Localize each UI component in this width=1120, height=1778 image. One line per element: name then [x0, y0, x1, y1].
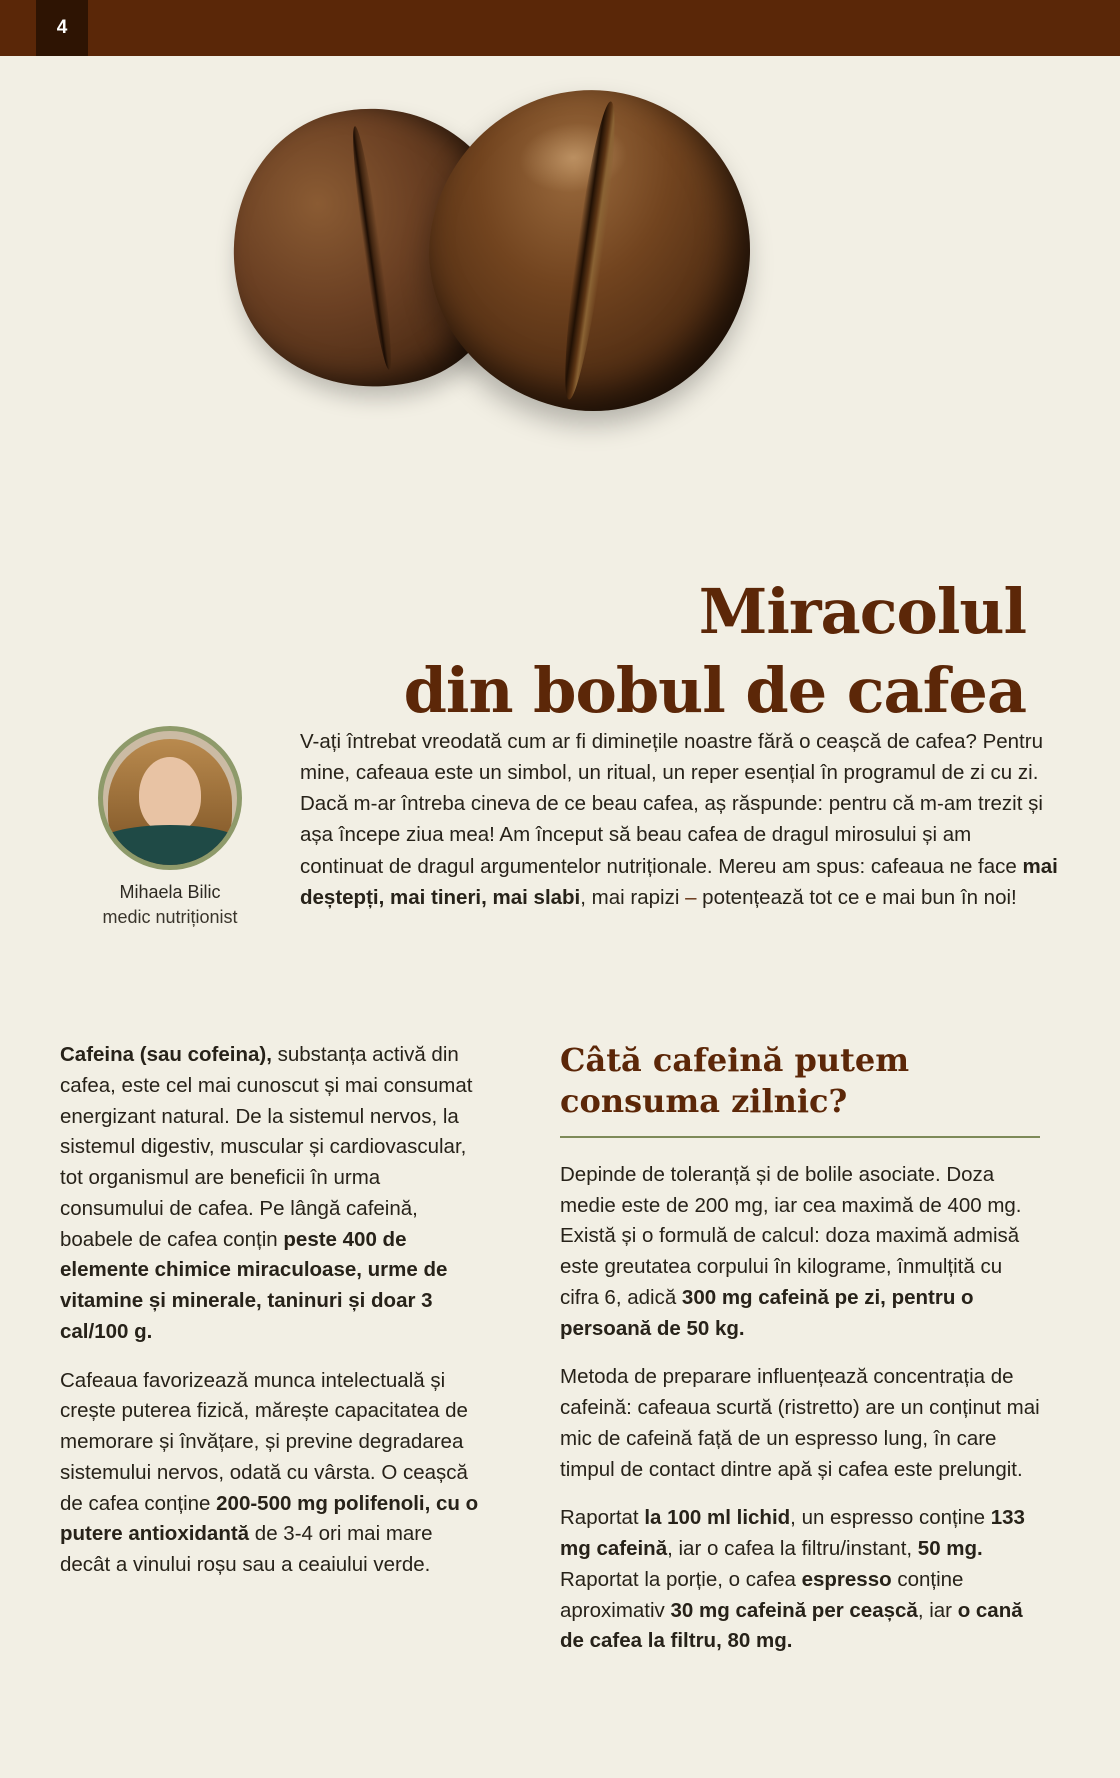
section-heading-line-1: Câtă cafeină putem — [560, 1041, 910, 1079]
right-p1-text-1: Depinde de toleranță și de bolile asociate. Doza medie este de 200 mg, iar cea maximă de 400 mg. Există și o formulă de calcul: doza maximă admisă este greutatea corpului în kilograme, înmulțită cu cifra 6, adică — [560, 1162, 1022, 1309]
cafeina-lead-bold: Cafeina (sau cofeina), — [60, 1043, 272, 1066]
page-title-line-1: Miracolul — [698, 574, 1026, 648]
right-p3-text-6: , iar — [917, 1598, 958, 1622]
left-column — [60, 1040, 480, 1599]
section-divider — [560, 1136, 1040, 1138]
page-number-badge: 4 — [36, 0, 88, 56]
section-heading-line-2: consuma zilnic? — [560, 1081, 848, 1120]
left-p2-text-2: de 3-4 ori mai mare decât a vinului roșu sau a ceaiului verde. — [60, 1522, 433, 1576]
right-p3-bold-2: 133 mg cafeină — [560, 1506, 1025, 1561]
right-p3-text-5: conține aproximativ — [560, 1567, 964, 1622]
left-p1-text-1: substanța activă din cafea, este cel mai cunoscut și mai consumat energizant natural. De la sistemul nervos, la sistemul digestiv, muscular și cardiovascular, tot organismul are beneficii în urma consumului de cafea. Pe lângă cafeină, boabele de cafea conțin — [60, 1043, 473, 1251]
coffee-bean-front-icon — [400, 60, 780, 440]
left-paragraph-1 — [60, 1040, 480, 1348]
author-block — [72, 726, 268, 928]
page-header-bar — [0, 0, 1120, 56]
intro-text-3: potențează tot ce e mai bun în noi! — [696, 885, 1017, 909]
right-p3-text-1: Raportat — [560, 1506, 645, 1530]
intro-paragraph — [300, 726, 1060, 913]
right-column — [560, 1040, 1040, 1675]
left-paragraph-2 — [60, 1366, 480, 1581]
bean-crease — [347, 125, 397, 371]
right-p3-bold-1: la 100 ml lichid — [644, 1506, 791, 1530]
right-p3-text-2: , un espresso conține — [790, 1506, 991, 1530]
page-title — [60, 572, 1060, 731]
left-p2-bold-1: 200-500 mg polifenoli, cu o putere antioxidantă — [60, 1491, 479, 1546]
right-p2-text-1: Metoda de preparare influențează concentrația de cafeină: cafeaua scurtă (ristretto) are un conținut mai mic de cafeină față de un espresso lung, în care timpul de contact dintre apă și cafea este prelungit. — [560, 1365, 1040, 1481]
intro-text-1: V-ați întrebat vreodată cum ar fi diminețile noastre fără o ceașcă de cafea? Pentru mine, cafeaua este un simbol, un ritual, un reper esențial în programul de zi cu zi. Dacă m-ar întreba cineva de ce beau cafea, aș răspunde: pentru că m-am trezit și așa începe ziua mea! Am început să beau cafea de dragul mirosului și am continuat de dragul argumentelor nutriționale. Mereu am spus: cafeaua ne face — [300, 730, 1043, 878]
avatar — [98, 726, 242, 870]
right-p3-text-4: Raportat la porție, o cafea — [560, 1567, 802, 1591]
author-role: medic nutriționist — [102, 907, 238, 927]
page-title-line-2: din bobul de cafea — [403, 653, 1026, 727]
intro-text-2: , mai rapizi — [580, 885, 686, 909]
right-p3-text-3: , iar o cafea la filtru/instant, — [667, 1537, 918, 1561]
right-p3-bold-6: o cană de cafea la filtru, 80 mg. — [560, 1598, 1023, 1653]
right-p3-bold-4: espresso — [801, 1567, 892, 1591]
right-p1-bold-1: 300 mg cafeină pe zi, pentru o persoană de 50 kg. — [560, 1285, 974, 1340]
right-paragraph-3 — [560, 1503, 1040, 1657]
left-p2-text-1: Cafeaua favorizează munca intelectuală și crește puterea fizică, mărește capacitatea de memorare și învățare, și previne degradarea sistemului nervos, odată cu vârsta. O ceașcă de cafea conține — [60, 1368, 468, 1515]
hero-image-coffee-beans — [0, 56, 1120, 476]
right-paragraph-2 — [560, 1362, 1040, 1485]
section-heading — [560, 1040, 1040, 1122]
author-name: Mihaela Bilic — [119, 882, 221, 902]
avatar-face — [139, 757, 201, 833]
intro-bold-1: mai deștepți, mai tineri, mai slabi — [300, 854, 1058, 909]
intro-dash: – — [685, 885, 697, 909]
right-paragraph-1 — [560, 1160, 1040, 1345]
avatar-shoulders — [98, 825, 242, 865]
right-p3-bold-5: 30 mg cafeină per ceașcă — [670, 1598, 918, 1622]
right-p3-bold-3: 50 mg. — [917, 1537, 983, 1561]
left-p1-bold-2: peste 400 de elemente chimice miraculoase, urme de vitamine și minerale, taninuri și doar 3 cal/100 g. — [60, 1227, 448, 1343]
